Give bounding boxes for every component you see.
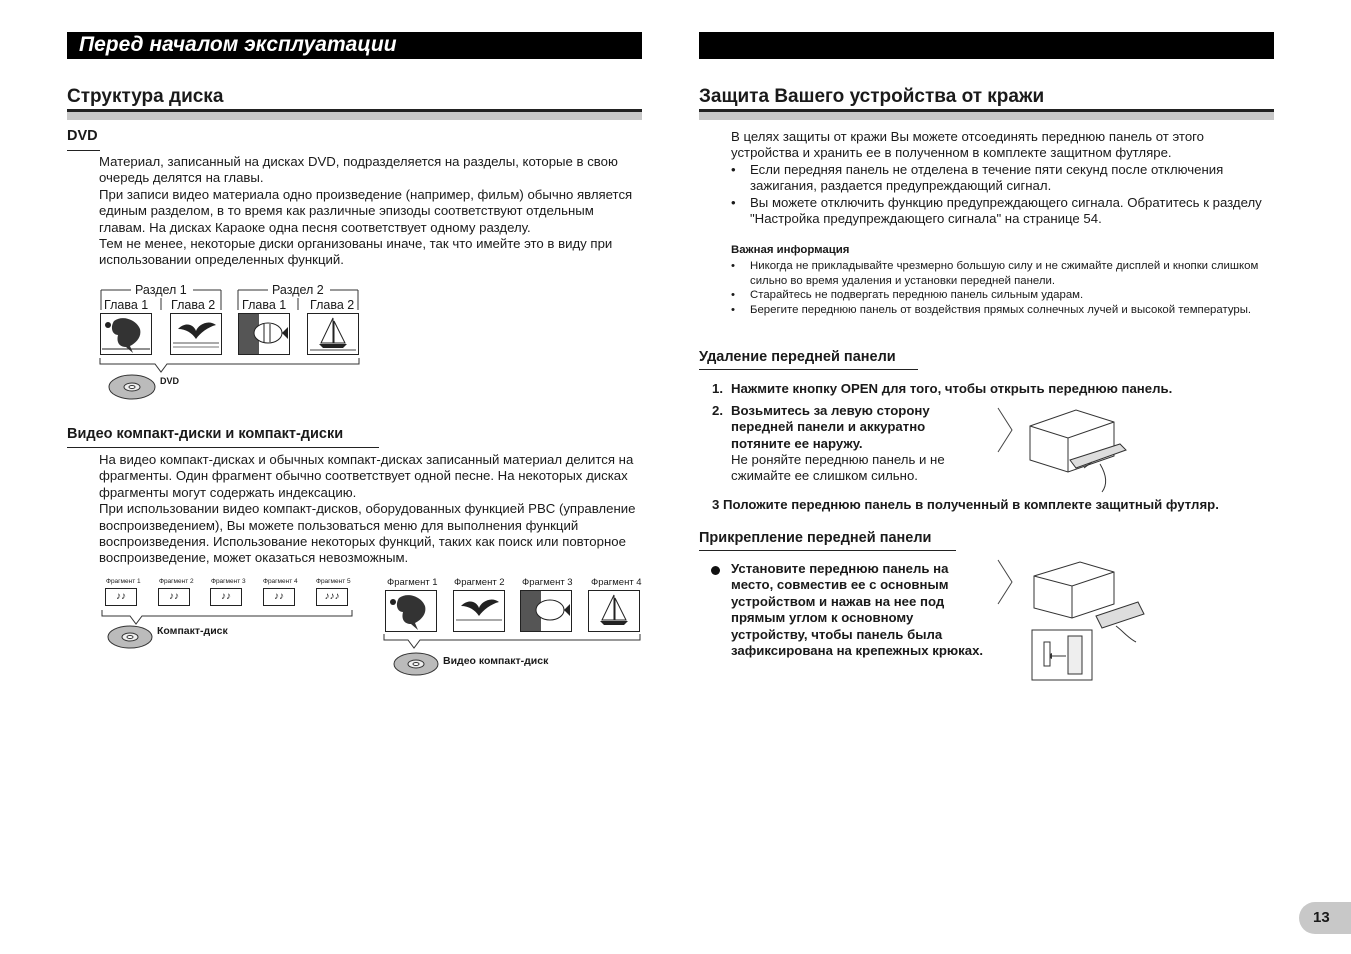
panel-removal-illustration — [996, 404, 1146, 494]
music-note-icon: ♪♪ — [105, 588, 137, 606]
attach-instruction: Установите переднюю панель на место, совместив ее с основным устройством и нажав на нее под прямым углом к основному устройству, чтобы панель была зафиксирована на крепежных крюках. — [731, 561, 984, 659]
important-item: • Никогда не прикладывайте чрезмерно большую силу и не сжимайте дисплей и кнопки слишком сильно во время удаления и установки передней панели. — [731, 259, 1271, 288]
music-note-icon: ♪♪♪ — [316, 588, 348, 606]
music-note-icon: ♪♪ — [158, 588, 190, 606]
removal-step-2: Возьмитесь за левую сторону передней панели и аккуратно потяните ее наружу. — [731, 403, 930, 451]
important-item: • Старайтесь не подвергать переднюю панель сильным ударам. — [731, 288, 1271, 303]
vcd-disc-icon — [393, 652, 439, 676]
music-note-icon: ♪♪ — [263, 588, 295, 606]
subtitle-underline — [699, 369, 918, 370]
fish-picture-icon — [238, 313, 290, 355]
birds-picture-icon — [170, 313, 222, 355]
vcd-track-label: Фрагмент 1 — [387, 577, 438, 588]
subtitle-dvd: DVD — [67, 128, 98, 144]
subtitle-underline — [699, 550, 956, 551]
subtitle-panel-attach: Прикрепление передней панели — [699, 530, 932, 546]
dvd-disc-icon — [108, 374, 156, 400]
bullet-item: • Вы можете отключить функцию предупреждающего сигнала. Обратитесь к разделу "Настройка предупреждающего сигнала" на странице 54. — [731, 195, 1271, 228]
dvd-chapter-label: Глава 1 — [242, 298, 287, 312]
subtitle-vcd-cd: Видео компакт-диски и компакт-диски — [67, 426, 344, 442]
panel-attach-illustration — [996, 556, 1151, 682]
bullet-dot-icon — [711, 566, 720, 575]
dvd-title-2-label: Раздел 2 — [272, 283, 324, 297]
vcd-bracket-lines — [382, 632, 644, 654]
cd-track-label: Фрагмент 3 — [211, 578, 246, 585]
cd-track-label: Фрагмент 5 — [316, 578, 351, 585]
section-title-anti-theft: Защита Вашего устройства от кражи — [699, 86, 1045, 107]
removal-step-3: 3 Положите переднюю панель в полученный в комплекте защитный футляр. — [712, 497, 1219, 512]
vcd-description — [99, 452, 642, 567]
music-note-icon: ♪♪ — [210, 588, 242, 606]
page-number-tab — [1299, 902, 1351, 934]
dvd-chapter-label: Глава 2 — [310, 298, 355, 312]
birds-picture-icon — [453, 590, 505, 632]
section-rule-gray — [699, 112, 1274, 120]
important-info-title: Важная информация — [731, 244, 850, 256]
page-number: 13 — [1313, 909, 1330, 926]
dvd-chapter-label: Глава 2 — [171, 298, 216, 312]
dvd-paragraph-3: Тем не менее, некоторые диски организованы иначе, так что имейте это в виду при использовании определенных функций. — [99, 236, 613, 268]
subtitle-underline — [67, 447, 379, 448]
vcd-track-label: Фрагмент 2 — [454, 577, 505, 588]
dvd-title-1-label: Раздел 1 — [135, 283, 187, 297]
vcd-track-label: Фрагмент 3 — [522, 577, 573, 588]
right-header-banner — [699, 32, 1274, 59]
dvd-disc-label: DVD — [160, 376, 180, 386]
vcd-disc-label: Видео компакт-диск — [443, 655, 549, 667]
removal-step-2-note: Не роняйте переднюю панель и не сжимайте ее слишком сильно. — [731, 452, 945, 484]
section-rule-gray — [67, 112, 642, 120]
section-title-disc-structure: Структура диска — [67, 86, 224, 107]
dvd-description — [99, 154, 642, 269]
vcd-track-label: Фрагмент 4 — [591, 577, 642, 588]
subtitle-underline — [67, 150, 100, 151]
fish-picture-icon — [520, 590, 572, 632]
cd-track-label: Фрагмент 4 — [263, 578, 298, 585]
sailboat-picture-icon — [588, 590, 640, 632]
removal-step-1-number: 1. — [712, 381, 723, 396]
dvd-chapter-label: Глава 1 — [104, 298, 149, 312]
important-info-list — [731, 259, 1271, 317]
subtitle-panel-removal: Удаление передней панели — [699, 349, 896, 365]
bullet-item: • Если передняя панель не отделена в течение пяти секунд после отключения зажигания, раздается предупреждающий сигнал. — [731, 162, 1271, 195]
cd-track-label: Фрагмент 1 — [106, 578, 141, 585]
cd-disc-icon — [107, 625, 153, 649]
cd-track-label: Фрагмент 2 — [159, 578, 194, 585]
anti-theft-bullets — [731, 162, 1271, 228]
dvd-paragraph-1: Материал, записанный на дисках DVD, подразделяется на разделы, которые в свою очередь делятся на главы. — [99, 154, 618, 186]
dolphin-picture-icon — [385, 590, 437, 632]
cd-disc-label: Компакт-диск — [157, 625, 228, 637]
sailboat-picture-icon — [307, 313, 359, 355]
dolphin-picture-icon — [100, 313, 152, 355]
anti-theft-intro: В целях защиты от кражи Вы можете отсоединять переднюю панель от этого устройства и хранить ее в полученном в комплекте защитном футляре. — [731, 129, 1205, 161]
left-header-title: Перед началом эксплуатации — [79, 33, 397, 56]
dvd-paragraph-2: При записи видео материала одно произведение (например, фильм) обычно является единым разделом, в то время как различные эпизоды соответствуют отдельным главам. На дисках Караоке одна песня соответствует одному разделу. — [99, 186, 633, 235]
vcd-paragraph-1: На видео компакт-дисках и обычных компакт-дисках записанный материал делится на фрагменты. Один фрагмент обычно соответствует одной песне. На некоторых дисках фрагменты могут содержать индексацию. — [99, 452, 634, 500]
important-item: • Берегите переднюю панель от воздействия прямых солнечных лучей и высокой температуры. — [731, 303, 1271, 318]
removal-step-2-number: 2. — [712, 403, 723, 418]
vcd-paragraph-2: При использовании видео компакт-дисков, оборудованных функцией PBC (управление воспроизведением), Вы можете пользоваться меню для выполнения функций воспроизведения. Использование некоторых функций, таких как поиск или повторное воспроизведение, может оказаться невозможным. — [99, 501, 636, 566]
removal-step-1: Нажмите кнопку OPEN для того, чтобы открыть переднюю панель. — [731, 381, 1173, 396]
left-header-banner — [67, 32, 642, 59]
